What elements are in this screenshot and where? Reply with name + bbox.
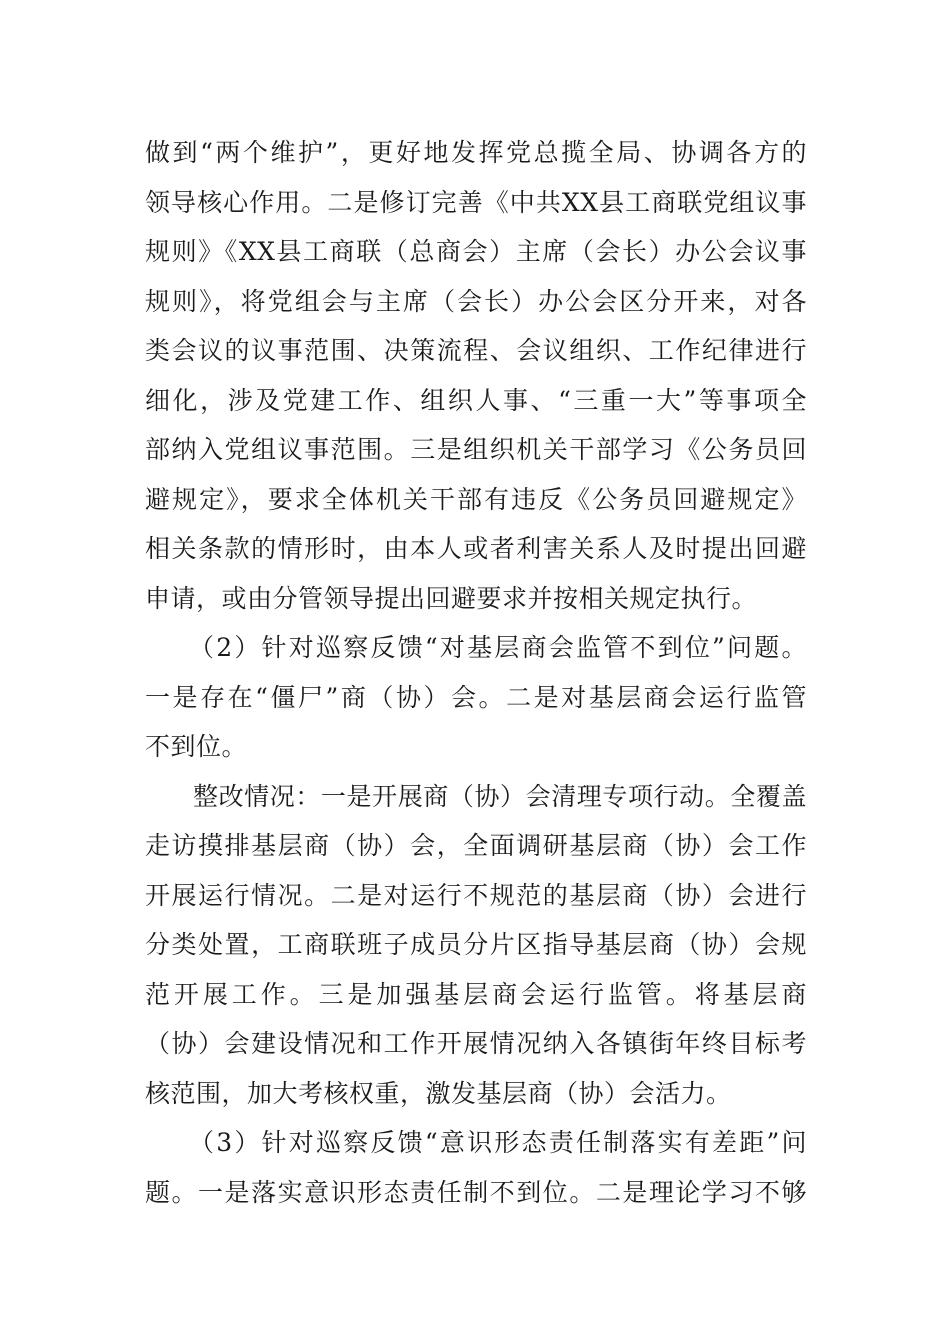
- text-line: 开展运行情况。二是对运行不规范的基层商（协）会进行: [145, 880, 807, 910]
- text-line: 题。一是落实意识形态责任制不到位。二是理论学习不够: [145, 1177, 807, 1207]
- text-line: 规则》《XX县工商联（总商会）主席（会长）办公会议事: [145, 237, 807, 266]
- text-line: 细化，涉及党建工作、组织人事、“三重一大”等事项全: [145, 385, 807, 415]
- text-line: 类会议的议事范围、决策流程、会议组织、工作纪律进行: [145, 336, 807, 365]
- text-line: 避规定》，要求全体机关干部有违反《公务员回避规定》: [145, 484, 807, 514]
- text-line: 部纳入党组议事范围。三是组织机关干部学习《公务员回: [145, 435, 807, 464]
- text-line: 规则》，将党组会与主席（会长）办公会区分开来，对各: [145, 286, 807, 316]
- section-heading-2: （2）针对巡察反馈“对基层商会监管不到位”问题。: [189, 633, 807, 662]
- section-heading-3: （3）针对巡察反馈“意识形态责任制落实有差距”问: [189, 1128, 807, 1157]
- text-line: 范开展工作。三是加强基层商会运行监管。将基层商: [145, 979, 807, 1009]
- text-line: （协）会建设情况和工作开展情况纳入各镇街年终目标考: [145, 1029, 807, 1058]
- text-line: 核范围，加大考核权重，激发基层商（协）会活力。: [145, 1078, 732, 1108]
- text-line: 领导核心作用。二是修订完善《中共XX县工商联党组议事: [145, 187, 807, 217]
- text-line: 申请，或由分管领导提出回避要求并按相关规定执行。: [145, 583, 758, 613]
- text-line: 分类处置，工商联班子成员分片区指导基层商（协）会规: [145, 930, 807, 959]
- text-line: 不到位。: [145, 732, 248, 761]
- document-body: [145, 128, 807, 1217]
- text-line: 一是存在“僵尸”商（协）会。二是对基层商会运行监管: [145, 682, 807, 712]
- text-line: 相关条款的情形时，由本人或者利害关系人及时提出回避: [145, 534, 807, 563]
- rectification-intro: 整改情况：一是开展商（协）会清理专项行动。全覆盖: [193, 781, 807, 811]
- text-line: 做到“两个维护”，更好地发挥党总揽全局、协调各方的: [145, 138, 807, 167]
- text-line: 走访摸排基层商（协）会，全面调研基层商（协）会工作: [145, 831, 807, 860]
